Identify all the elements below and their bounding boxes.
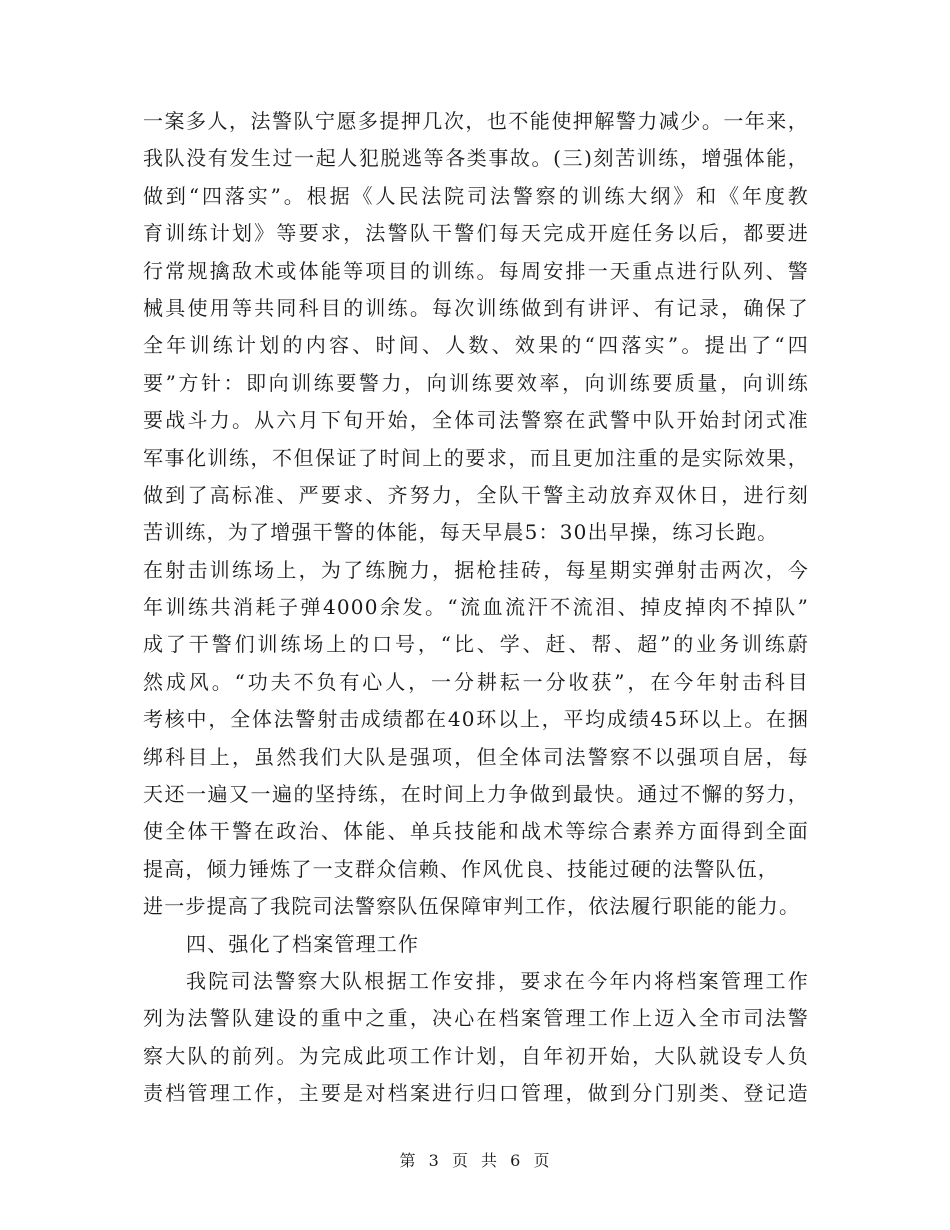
- footer-prefix: 第: [399, 1151, 417, 1170]
- total-pages-number: 6: [510, 1151, 522, 1170]
- text-line: 成了干警们训练场上的口号，“比、学、赶、帮、超”的业务训练蔚: [143, 632, 809, 657]
- text-line: 提高，倾力锤炼了一支群众信赖、作风优良、技能过硬的法警队伍，: [143, 856, 779, 881]
- text-line: 做到了高标准、严要求、齐努力，全队干警主动放弃双休日，进行刻: [143, 482, 809, 507]
- text-line: 进一步提高了我院司法警察队伍保障审判工作，依法履行职能的能力。: [143, 894, 801, 919]
- text-line: 械具使用等共同科目的训练。每次训练做到有讲评、有记录，确保了: [143, 295, 809, 320]
- text-line: 要战斗力。从六月下旬开始，全体司法警察在武警中队开始封闭式准: [143, 408, 809, 433]
- text-line: 全年训练计划的内容、时间、人数、效果的“四落实”。提出了“四: [143, 333, 809, 358]
- text-line: 行常规擒敌术或体能等项目的训练。每周安排一天重点进行队列、警: [143, 258, 809, 283]
- text-line: 育训练计划》等要求，法警队干警们每天完成开庭任务以后，都要进: [143, 221, 809, 246]
- section-heading: 四、强化了档案管理工作: [186, 931, 420, 956]
- text-line: 我院司法警察大队根据工作安排，要求在今年内将档案管理工作: [186, 968, 809, 993]
- body-text: [143, 103, 809, 1113]
- text-line: 考核中，全体法警射击成绩都在40环以上，平均成绩45环以上。在捆: [143, 707, 809, 732]
- text-line: 然成风。“功夫不负有心人，一分耕耘一分收获”，在今年射击科目: [143, 669, 809, 694]
- text-line: 在射击训练场上，为了练腕力，据枪挂砖，每星期实弹射击两次，今: [143, 557, 809, 582]
- footer-total-unit: 页: [533, 1151, 551, 1170]
- text-line: 一案多人，法警队宁愿多提押几次，也不能使押解警力减少。一年来，: [143, 109, 809, 133]
- text-line: 军事化训练，不但保证了时间上的要求，而且更加注重的是实际效果，: [143, 445, 809, 470]
- footer-total-prefix: 共: [481, 1151, 499, 1170]
- text-line: 列为法警队建设的重中之重，决心在档案管理工作上迈入全市司法警: [143, 1006, 809, 1031]
- text-line: 我队没有发生过一起人犯脱逃等各类事故。(三)刻苦训练，增强体能，: [143, 146, 809, 171]
- text-line: 要”方针：即向训练要警力，向训练要效率，向训练要质量，向训练: [143, 370, 809, 395]
- text-line: 天还一遍又一遍的坚持练，在时间上力争做到最快。通过不懈的努力，: [143, 782, 809, 807]
- footer-page-unit: 页: [451, 1151, 469, 1170]
- text-line: 苦训练，为了增强干警的体能，每天早晨5：30出早操，练习长跑。: [143, 520, 779, 545]
- page-footer: [0, 1148, 950, 1171]
- text-line: 责档管理工作，主要是对档案进行归口管理，做到分门别类、登记造: [143, 1081, 809, 1106]
- text-line: 绑科目上，虽然我们大队是强项，但全体司法警察不以强项自居，每: [143, 744, 809, 769]
- text-line: 使全体干警在政治、体能、单兵技能和战术等综合素养方面得到全面: [143, 819, 809, 844]
- text-line: 年训练共消耗子弹4000余发。“流血流汗不流泪、掉皮掉肉不掉队”: [143, 595, 809, 620]
- text-line: 察大队的前列。为完成此项工作计划，自年初开始，大队就设专人负: [143, 1043, 809, 1068]
- text-line: 做到“四落实”。根据《人民法院司法警察的训练大纲》和《年度教: [143, 183, 809, 208]
- current-page-number: 3: [428, 1151, 440, 1170]
